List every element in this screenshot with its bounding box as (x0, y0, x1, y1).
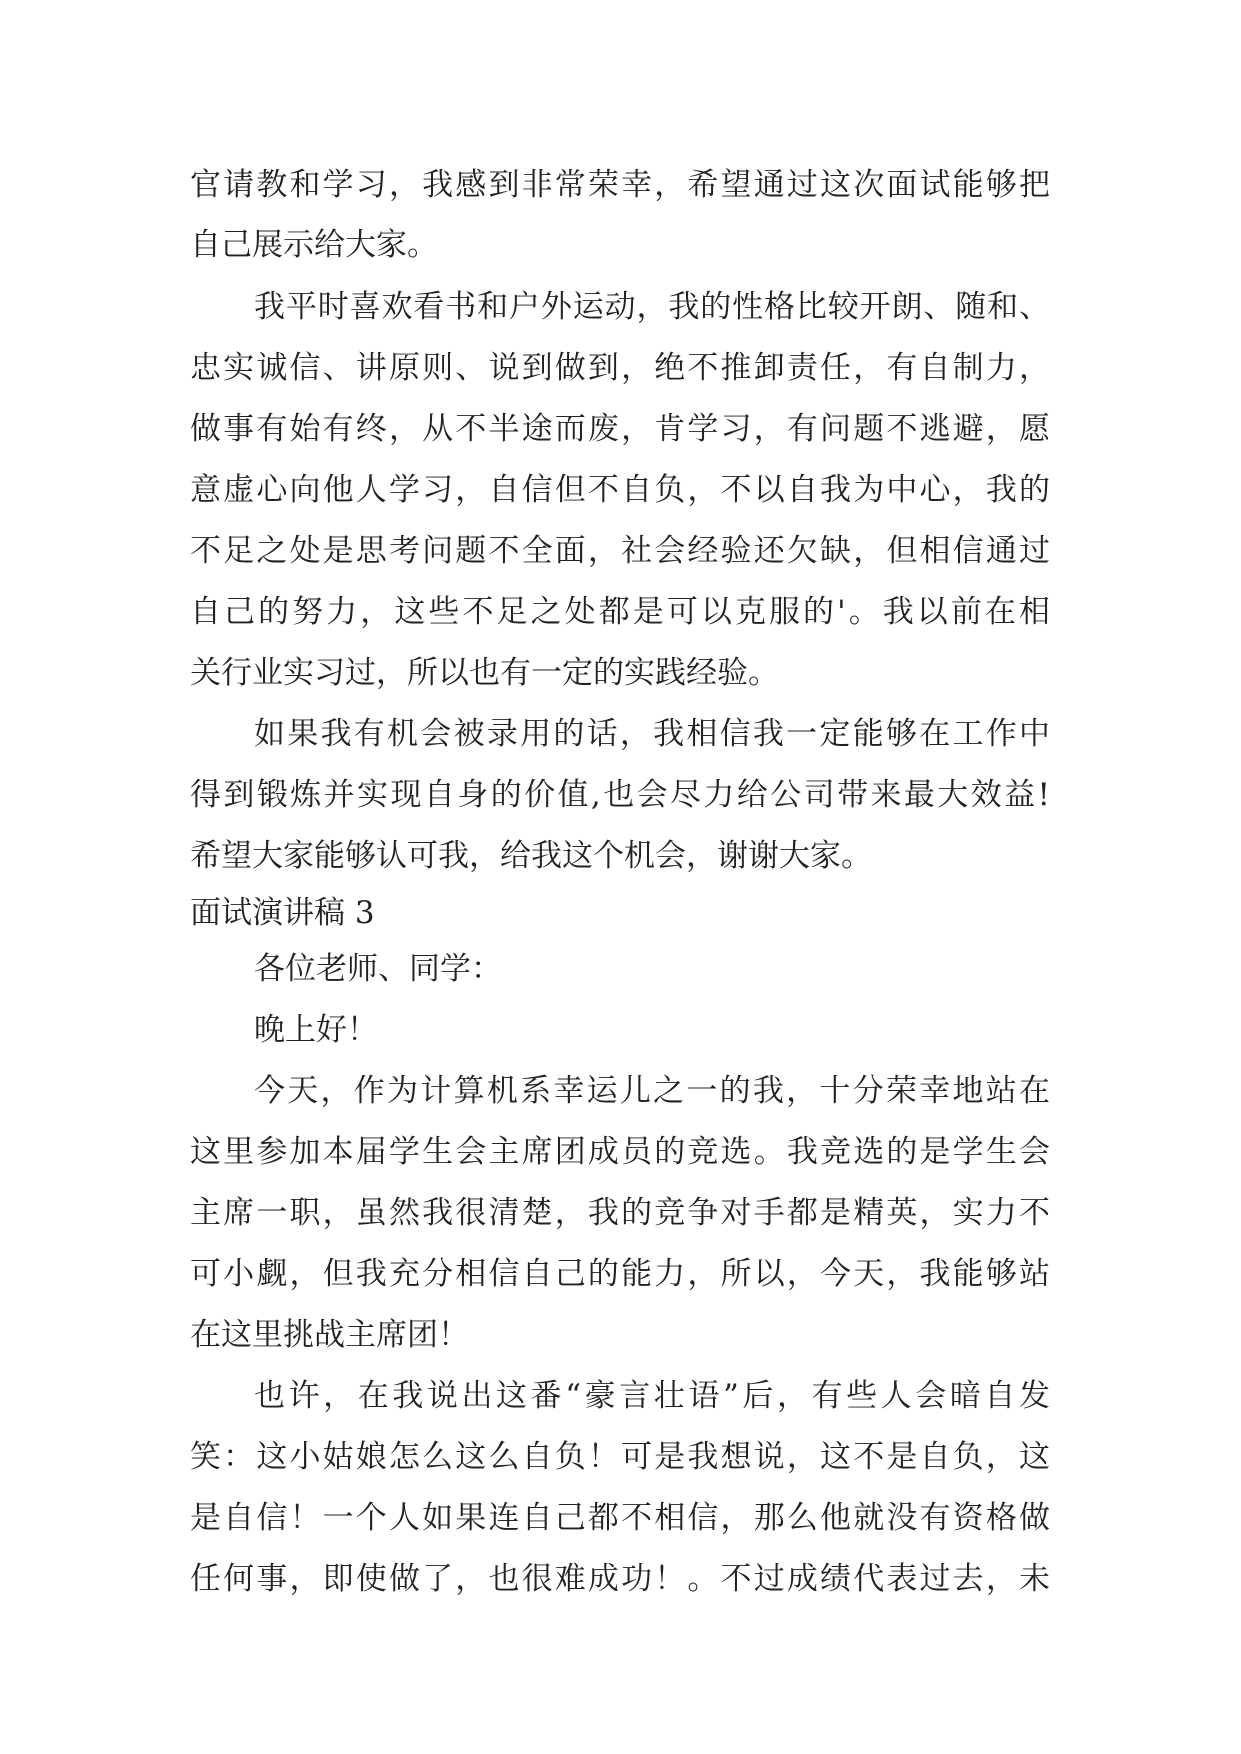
paragraph-2-line-1: 我平时喜欢看书和户外运动，我的性格比较开朗、随和、 (254, 289, 1050, 325)
paragraph-2-line-6: 自己的努力，这些不足之处都是可以克服的'。我以前在相 (190, 594, 1050, 630)
paragraph-4-line-1: 今天，作为计算机系幸运儿之一的我，十分荣幸地站在 (254, 1073, 1050, 1109)
paragraph-3-line-1: 如果我有机会被录用的话，我相信我一定能够在工作中 (254, 716, 1050, 752)
paragraph-5-line-2: 笑：这小姑娘怎么这么自负！可是我想说，这不是自负，这 (190, 1439, 1050, 1475)
paragraph-5-line-3: 是自信！一个人如果连自己都不相信，那么他就没有资格做 (190, 1500, 1050, 1536)
paragraph-2-line-4: 意虚心向他人学习，自信但不自负，不以自我为中心，我的 (190, 472, 1050, 508)
greeting: 晚上好！ (254, 1012, 378, 1048)
section-title: 面试演讲稿 3 (190, 895, 375, 931)
paragraph-4-line-3: 主席一职，虽然我很清楚，我的竞争对手都是精英，实力不 (190, 1195, 1050, 1231)
paragraph-3-line-3: 希望大家能够认可我，给我这个机会，谢谢大家。 (190, 838, 872, 874)
paragraph-4-line-5: 在这里挑战主席团！ (190, 1317, 469, 1353)
paragraph-3-line-2: 得到锻炼并实现自身的价值,也会尽力给公司带来最大效益! (190, 777, 1050, 813)
paragraph-2-line-2: 忠实诚信、讲原则、说到做到，绝不推卸责任，有自制力， (190, 350, 1050, 386)
paragraph-2-line-5: 不足之处是思考问题不全面，社会经验还欠缺，但相信通过 (190, 533, 1050, 569)
paragraph-2-line-7: 关行业实习过，所以也有一定的实践经验。 (190, 655, 779, 691)
paragraph-2-line-3: 做事有始有终，从不半途而废，肯学习，有问题不逃避，愿 (190, 411, 1050, 447)
salutation: 各位老师、同学： (254, 951, 502, 987)
paragraph-5-line-1: 也许，在我说出这番“豪言壮语”后，有些人会暗自发 (254, 1378, 1050, 1414)
paragraph-1-line-2: 自己展示给大家。 (190, 227, 438, 263)
paragraph-4-line-2: 这里参加本届学生会主席团成员的竞选。我竞选的是学生会 (190, 1134, 1050, 1170)
paragraph-5-line-4: 任何事，即使做了，也很难成功！。不过成绩代表过去，未 (190, 1561, 1050, 1597)
paragraph-1-line-1: 官请教和学习，我感到非常荣幸，希望通过这次面试能够把 (190, 167, 1050, 203)
paragraph-4-line-4: 可小觑，但我充分相信自己的能力，所以，今天，我能够站 (190, 1256, 1050, 1292)
